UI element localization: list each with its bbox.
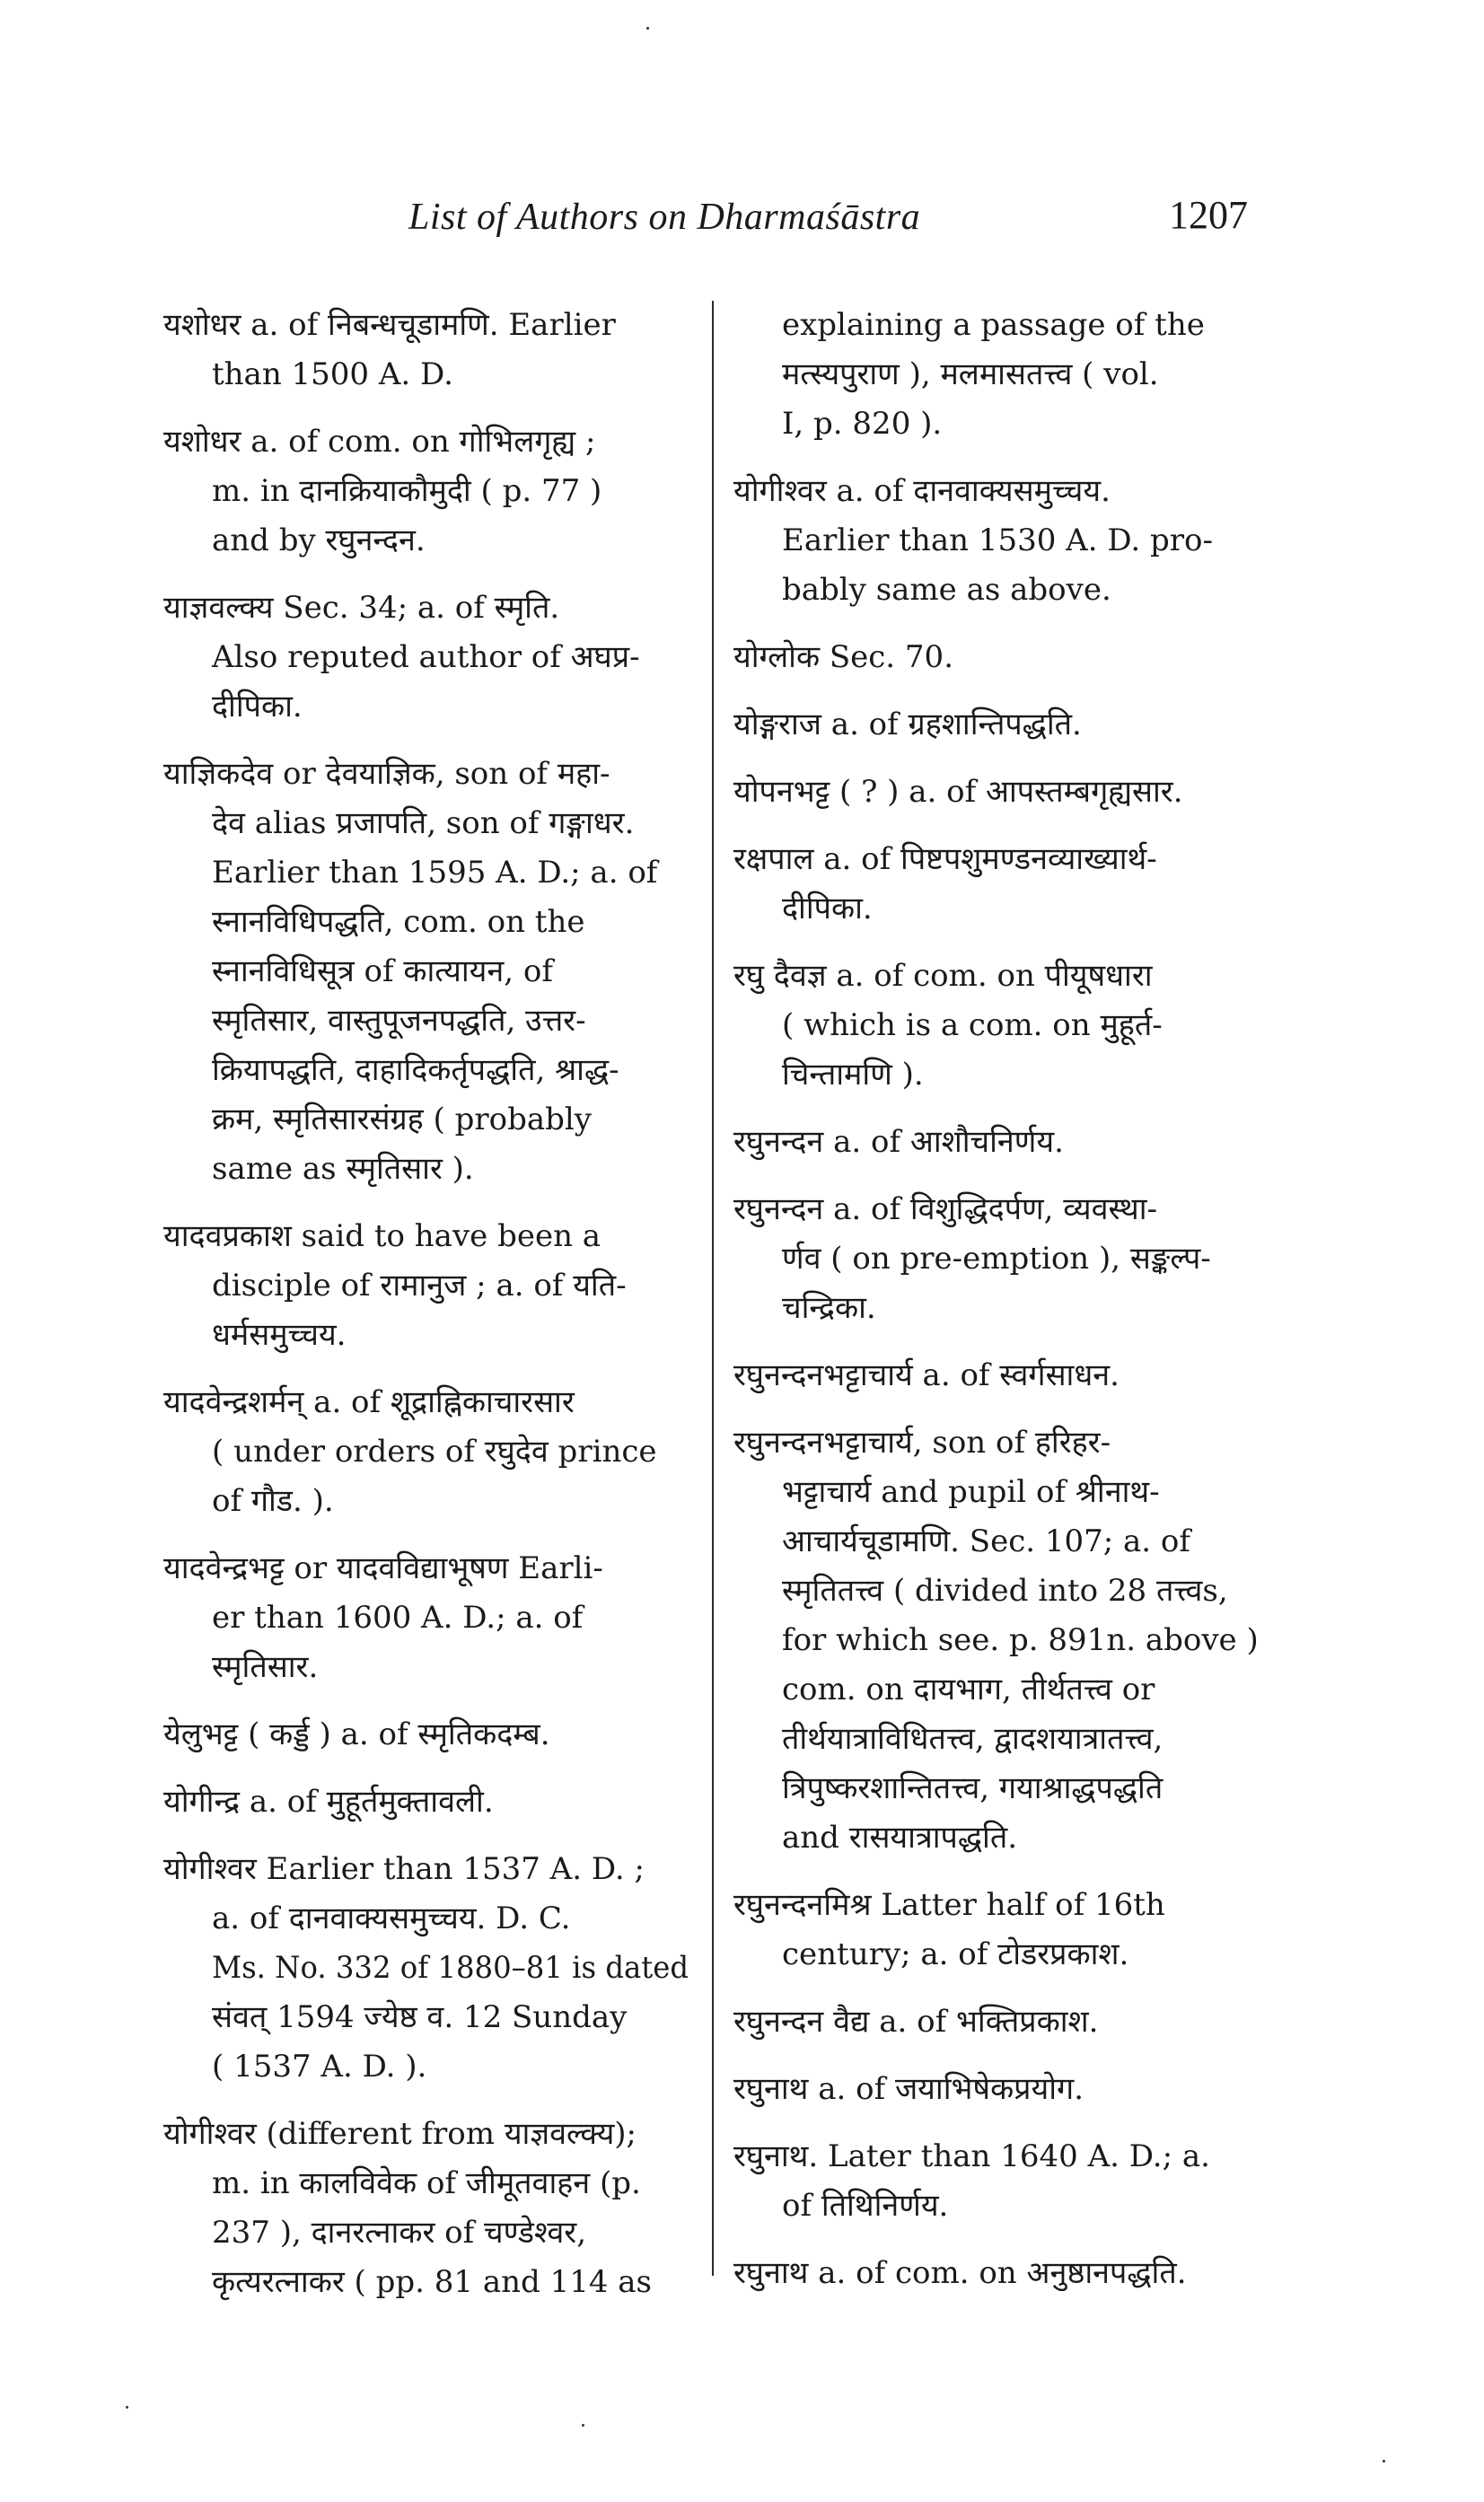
entry-line: century; a. of टोडरप्रकाश. — [782, 1936, 1129, 1972]
entry-line: ( under orders of रघुदेव prince — [212, 1434, 657, 1470]
author-entry — [163, 1778, 689, 1827]
entry-line: Also reputed author of अघप्र- — [212, 639, 640, 675]
entry-line: यादवेन्द्रशर्मन् a. of शूद्राह्निकाचारसार — [163, 1384, 575, 1420]
entry-line: disciple of रामानुज ; a. of यति- — [212, 1268, 627, 1304]
entry-line: स्मृतिसार, वास्तुपूजनपद्धति, उत्तर- — [212, 1003, 586, 1039]
entry-line: Earlier than 1530 A. D. pro- — [782, 522, 1213, 558]
author-entry — [733, 1351, 1263, 1400]
entry-line: योग्लोक Sec. 70. — [733, 639, 953, 675]
entry-line: भट्टाचार्य and pupil of श्रीनाथ- — [782, 1474, 1160, 1510]
author-entry — [163, 1845, 689, 2092]
entry-line: ( which is a com. on मुहूर्त- — [782, 1007, 1163, 1043]
entry-line: रघुनाथ a. of जयाभिषेकप्रयोग. — [733, 2071, 1084, 2107]
author-entry — [163, 1378, 689, 1526]
running-head-title: List of Authors on Dharmaśāstra — [408, 197, 921, 238]
entry-line: रघुनन्दन a. of आशौचनिर्णय. — [733, 1124, 1064, 1160]
column-divider — [712, 301, 714, 2276]
entry-line: Earlier than 1595 A. D.; a. of — [212, 855, 658, 891]
entry-line: of गौड. ). — [212, 1483, 334, 1519]
entry-line: योगीश्वर a. of दानवाक्यसमुच्चय. — [733, 473, 1111, 509]
entry-line: यादवेन्द्रभट्ट or यादवविद्याभूषण Earli- — [163, 1550, 603, 1586]
entry-line: रघुनन्दनमिश्र Latter half of 16th — [733, 1887, 1165, 1923]
entry-line: यादवप्रकाश said to have been a — [163, 1218, 602, 1254]
entry-line: of तिथिनिर्णय. — [782, 2188, 949, 2224]
author-entry — [733, 1118, 1263, 1167]
author-entry — [163, 417, 689, 566]
author-entry — [733, 835, 1263, 934]
entry-line: र्णव ( on pre-emption ), सङ्कल्प- — [782, 1241, 1211, 1277]
entry-line: रघुनाथ a. of com. on अनुष्ठानपद्धति. — [733, 2255, 1187, 2291]
entry-line: and रासयात्रापद्धति. — [782, 1820, 1018, 1856]
author-entry — [733, 1185, 1263, 1333]
left-column — [163, 301, 689, 2325]
entry-line: Ms. No. 332 of 1880–81 is dated — [212, 1950, 689, 1986]
entry-line: and by रघुनन्दन. — [212, 522, 426, 558]
author-entry — [163, 2110, 689, 2307]
author-entry — [163, 1710, 689, 1760]
entry-line: रघुनाथ. Later than 1640 A. D.; a. — [733, 2138, 1210, 2174]
entry-line: explaining a passage of the — [782, 307, 1205, 343]
entry-line: त्रिपुष्करशान्तितत्त्व, गयाश्राद्धपद्धति — [782, 1770, 1163, 1806]
author-entry — [163, 301, 689, 399]
entry-line: I, p. 820 ). — [782, 406, 943, 442]
author-entry — [733, 700, 1263, 750]
entry-line: रघु दैवज्ञ a. of com. on पीयूषधारा — [733, 958, 1153, 994]
author-entry — [733, 1881, 1263, 1980]
right-column — [733, 301, 1263, 2316]
entry-line: मत्स्यपुराण ), मलमासतत्त्व ( vol. — [782, 356, 1159, 392]
entry-line: रघुनन्दनभट्टाचार्य a. of स्वर्गसाधन. — [733, 1357, 1120, 1393]
entry-line: योगीश्वर (different from याज्ञवल्क्य); — [163, 2116, 637, 2152]
entry-line: er than 1600 A. D.; a. of — [212, 1600, 584, 1636]
author-entry — [163, 1544, 689, 1692]
entry-line: bably same as above. — [782, 572, 1111, 608]
entry-line: याज्ञिकदेव or देवयाज्ञिक, son of महा- — [163, 756, 610, 792]
entry-line: स्मृतिसार. — [212, 1649, 319, 1685]
entry-line: योपनभट्ट ( ? ) a. of आपस्तम्बगृह्यसार. — [733, 774, 1183, 810]
entry-line: यशोधर a. of com. on गोभिलगृह्य ; — [163, 424, 596, 460]
entry-line: com. on दायभाग, तीर्थतत्त्व or — [782, 1672, 1155, 1708]
author-entry — [733, 768, 1263, 817]
author-entry — [163, 750, 689, 1194]
author-entry — [733, 301, 1263, 449]
entry-line: येलुभट्ट ( कर्ड्ड ) a. of स्मृतिकदम्ब. — [163, 1716, 550, 1752]
entry-line: चिन्तामणि ). — [782, 1057, 924, 1093]
entry-line: धर्मसमुच्चय. — [212, 1317, 347, 1353]
entry-line: दीपिका. — [212, 689, 303, 724]
author-entry — [163, 1212, 689, 1360]
author-entry — [733, 952, 1263, 1100]
author-entry — [733, 2132, 1263, 2231]
entry-line: देव alias प्रजापति, son of गङ्गाधर. — [212, 805, 635, 841]
entry-line: रघुनन्दनभट्टाचार्य, son of हरिहर- — [733, 1425, 1111, 1461]
entry-line: योगीन्द्र a. of मुहूर्तमुक्तावली. — [163, 1784, 494, 1820]
entry-line: a. of दानवाक्यसमुच्चय. D. C. — [212, 1901, 571, 1936]
entry-line: रघुनन्दन वैद्य a. of भक्तिप्रकाश. — [733, 2004, 1099, 2040]
entry-line: स्मृतितत्त्व ( divided into 28 तत्त्वs, — [782, 1573, 1228, 1609]
entry-line: क्रम, स्मृतिसारसंग्रह ( probably — [212, 1102, 592, 1137]
entry-line: आचार्यचूडामणि. Sec. 107; a. of — [782, 1523, 1190, 1559]
entry-line: 237 ), दानरत्नाकर of चण्डेश्वर, — [212, 2215, 587, 2251]
author-entry — [733, 2249, 1263, 2298]
entry-line: कृत्यरत्नाकर ( pp. 81 and 114 as — [212, 2264, 652, 2300]
entry-line: स्नानविधिपद्धति, com. on the — [212, 904, 585, 940]
entry-line: ( 1537 A. D. ). — [212, 2049, 427, 2085]
entry-line: m. in दानक्रियाकौमुदी ( p. 77 ) — [212, 473, 602, 509]
author-entry — [733, 1997, 1263, 2047]
paper-speck — [582, 2424, 584, 2427]
entry-line: than 1500 A. D. — [212, 356, 453, 392]
entry-line: तीर्थयात्राविधितत्त्व, द्वादशयात्रातत्त्व, — [782, 1721, 1163, 1757]
entry-line: रघुनन्दन a. of विशुद्धिदर्पण, व्यवस्था- — [733, 1191, 1158, 1227]
author-entry — [733, 2065, 1263, 2114]
author-entry — [733, 1418, 1263, 1863]
entry-line: योगीश्वर Earlier than 1537 A. D. ; — [163, 1851, 645, 1887]
entry-line: योङ्गराज a. of ग्रहशान्तिपद्धति. — [733, 707, 1082, 742]
entry-line: यशोधर a. of निबन्धचूडामणि. Earlier — [163, 307, 616, 343]
entry-line: दीपिका. — [782, 891, 873, 926]
entry-line: क्रियापद्धति, दाहादिकर्तृपद्धति, श्राद्ध- — [212, 1052, 619, 1088]
page-number: 1207 — [1169, 193, 1248, 237]
author-entry — [733, 467, 1263, 615]
entry-line: रक्षपाल a. of पिष्टपशुमण्डनव्याख्यार्थ- — [733, 841, 1157, 877]
entry-line: m. in कालविवेक of जीमूतवाहन (p. — [212, 2165, 641, 2201]
entry-line: याज्ञवल्क्य Sec. 34; a. of स्मृति. — [163, 590, 560, 626]
paper-speck — [1383, 2460, 1385, 2462]
paper-speck — [646, 27, 649, 30]
author-entry — [163, 584, 689, 732]
entry-line: चन्द्रिका. — [782, 1290, 876, 1326]
entry-line: स्नानविधिसूत्र of कात्यायन, of — [212, 953, 553, 989]
entry-line: for which see. p. 891n. above ) — [782, 1622, 1259, 1658]
entry-line: same as स्मृतिसार ). — [212, 1151, 474, 1187]
author-entry — [733, 633, 1263, 682]
paper-speck — [126, 2406, 128, 2409]
entry-line: संवत् 1594 ज्येष्ठ व. 12 Sunday — [212, 1999, 628, 2035]
